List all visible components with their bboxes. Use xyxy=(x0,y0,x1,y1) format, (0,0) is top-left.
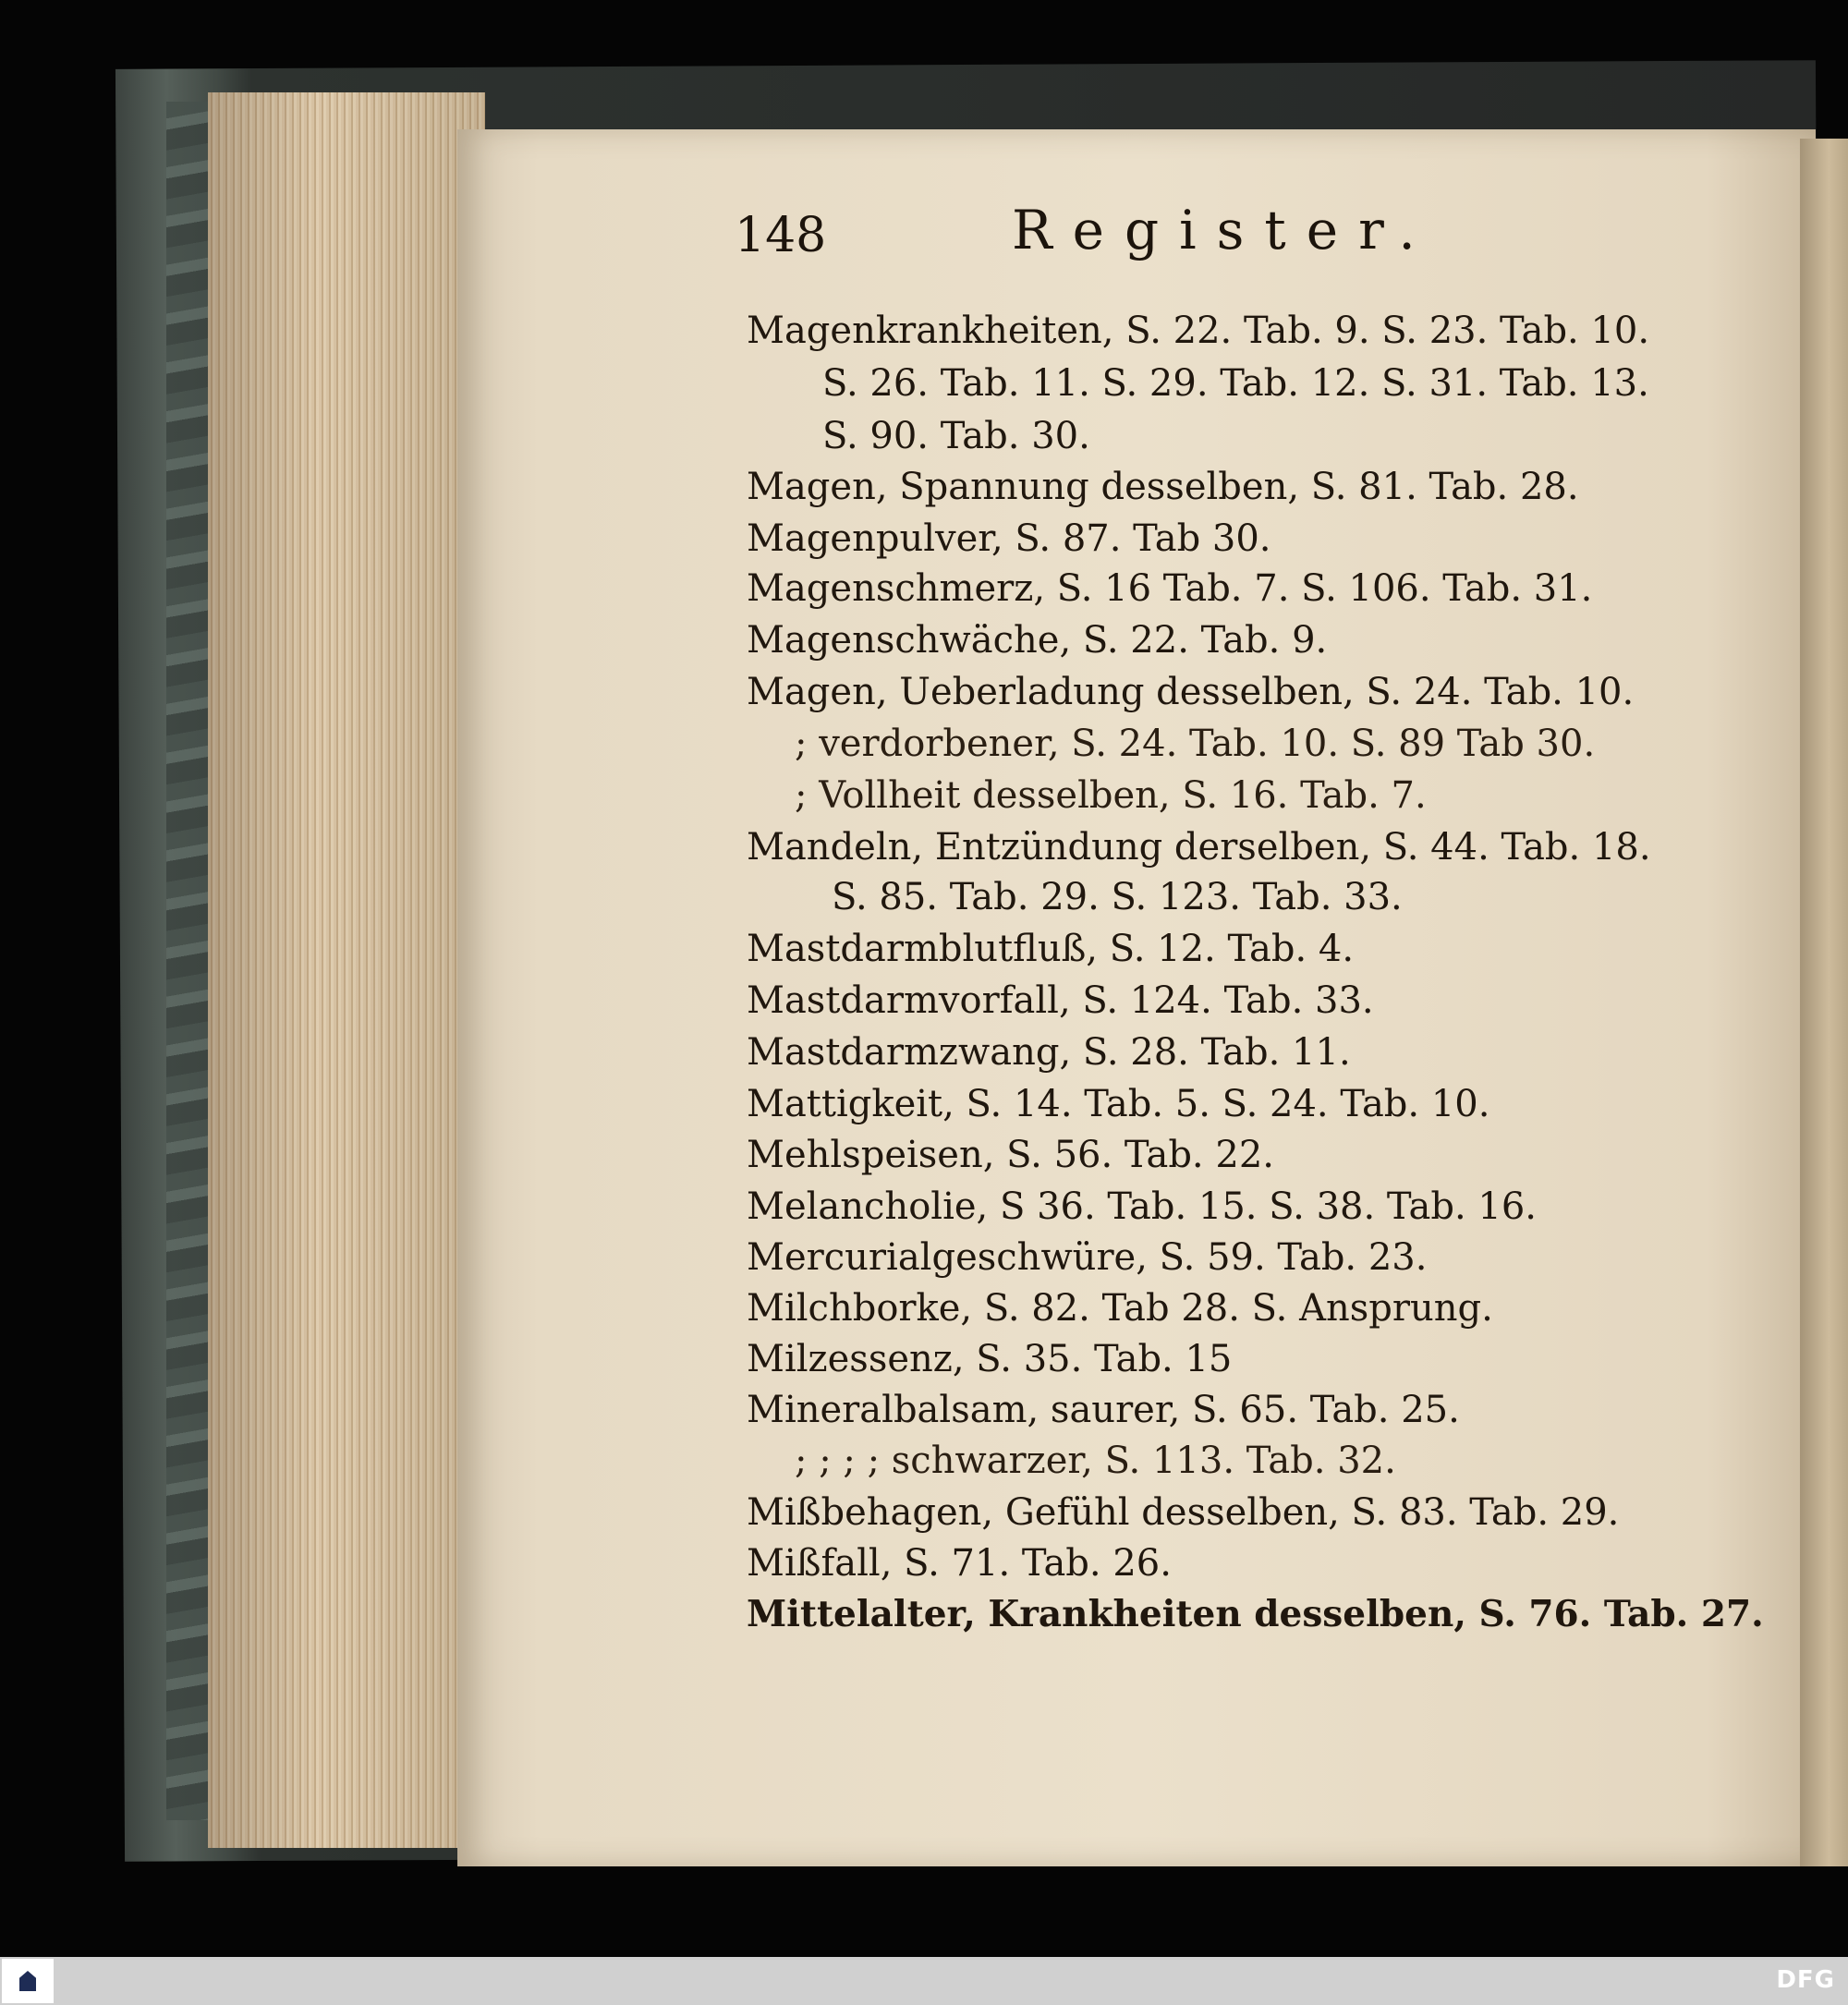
register-entry: Milchborke, S. 82. Tab 28. S. Ansprung. xyxy=(747,1287,1493,1330)
register-entry: Magenkrankheiten, S. 22. Tab. 9. S. 23. Tab. 10. xyxy=(747,310,1650,352)
running-title: Register. xyxy=(1012,199,1436,261)
register-entry-continuation: S. 90. Tab. 30. xyxy=(822,415,1090,457)
register-entry: Mastdarmblutfluß, S. 12. Tab. 4. xyxy=(747,928,1355,970)
register-entry: Melancholie, S 36. Tab. 15. S. 38. Tab. 16. xyxy=(747,1185,1537,1228)
viewer-footer-bar xyxy=(0,1957,1848,2005)
dfg-logo: DFG xyxy=(1776,1966,1835,1994)
register-entry: Mißbehagen, Gefühl desselben, S. 83. Tab. 29. xyxy=(747,1491,1620,1534)
register-subentry: ; ; ; ; schwarzer, S. 113. Tab. 32. xyxy=(795,1440,1396,1482)
register-entry: Mercurialgeschwüre, S. 59. Tab. 23. xyxy=(747,1236,1428,1279)
register-entry-continuation: S. 26. Tab. 11. S. 29. Tab. 12. S. 31. Tab. 13. xyxy=(822,362,1649,405)
next-page-edge xyxy=(1800,139,1848,1866)
register-entry: Mehlspeisen, S. 56. Tab. 22. xyxy=(747,1134,1274,1176)
register-entry: Mastdarmvorfall, S. 124. Tab. 33. xyxy=(747,979,1374,1022)
register-entry: Magen, Spannung desselben, S. 81. Tab. 28. xyxy=(747,466,1579,508)
register-entry: Mißfall, S. 71. Tab. 26. xyxy=(747,1542,1172,1585)
page-number: 148 xyxy=(735,208,827,263)
library-logo-icon xyxy=(2,1959,54,2003)
register-entry: Mattigkeit, S. 14. Tab. 5. S. 24. Tab. 10. xyxy=(747,1083,1490,1125)
register-entry: Magenschwäche, S. 22. Tab. 9. xyxy=(747,619,1328,662)
register-subentry: ; Vollheit desselben, S. 16. Tab. 7. xyxy=(795,774,1427,817)
register-entry: Mastdarmzwang, S. 28. Tab. 11. xyxy=(747,1031,1351,1074)
register-entry: Magenpulver, S. 87. Tab 30. xyxy=(747,517,1271,560)
register-entry: Magenschmerz, S. 16 Tab. 7. S. 106. Tab. 31. xyxy=(747,567,1593,610)
register-entry-continuation: S. 85. Tab. 29. S. 123. Tab. 33. xyxy=(832,876,1403,918)
register-entry: Mittelalter, Krankheiten desselben, S. 76. Tab. 27. xyxy=(747,1593,1764,1635)
register-entry: Mandeln, Entzündung derselben, S. 44. Tab. 18. xyxy=(747,826,1651,869)
page-stack-shadow xyxy=(208,92,485,1848)
register-entry: Magen, Ueberladung desselben, S. 24. Tab. 10. xyxy=(747,671,1635,713)
register-entry: Mineralbalsam, saurer, S. 65. Tab. 25. xyxy=(747,1389,1460,1431)
register-subentry: ; verdorbener, S. 24. Tab. 10. S. 89 Tab 30. xyxy=(795,723,1596,765)
register-entry: Milzessenz, S. 35. Tab. 15 xyxy=(747,1338,1233,1380)
